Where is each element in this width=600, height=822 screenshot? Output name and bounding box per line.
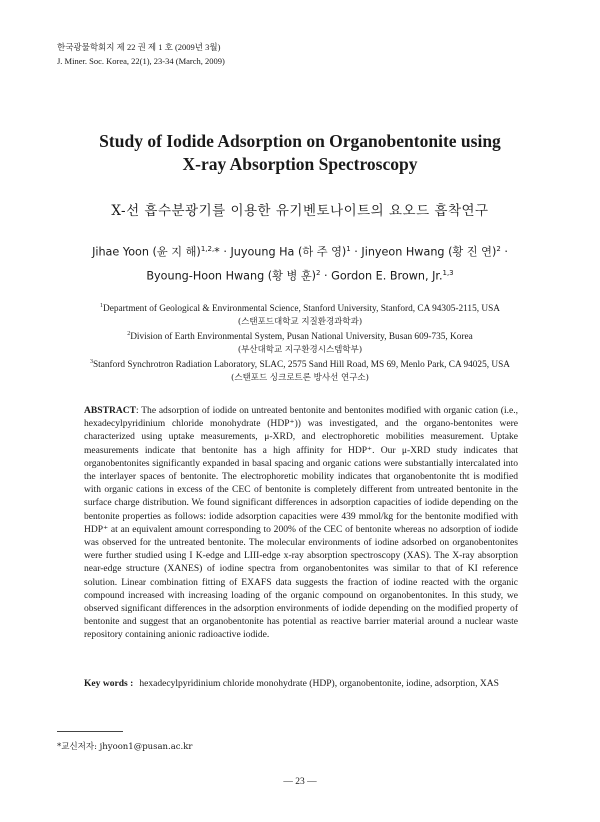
- author-separator: ·: [324, 269, 328, 283]
- affiliation-text: Stanford Synchrotron Radiation Laboratory, SLAC, 2575 Sand Hill Road, MS 69, Menlo Park, CA 94025, USA: [93, 360, 510, 371]
- korean-title: X-선 흡수분광기를 이용한 유기벤토나이트의 요오드 흡착연구: [111, 203, 489, 219]
- affiliation-3: [30, 356, 570, 372]
- author-name: Jinyeon Hwang (황 진 연): [361, 245, 497, 259]
- author-line-1: [30, 239, 570, 263]
- author-name: Byoung-Hoon Hwang (황 병 훈): [146, 269, 316, 283]
- paper-title-line-2: X-ray Absorption Spectroscopy: [182, 154, 418, 174]
- corresponding-author-marker: *: [214, 245, 220, 259]
- affiliations: [30, 300, 570, 384]
- keywords: [84, 677, 518, 690]
- keywords-text: hexadecylpyridinium chloride monohydrate (HDP), organobentonite, iodine, adsorption, XAS: [139, 678, 499, 689]
- affiliation-marker: 1: [100, 303, 104, 309]
- affiliation-1: [30, 300, 570, 316]
- corresponding-author-footnote: *교신저자: jhyoon1@pusan.ac.kr: [57, 742, 193, 752]
- paper-title-line-1: Study of Iodide Adsorption on Organobentonite using: [99, 131, 501, 151]
- author-name: Juyoung Ha (하 주 영): [230, 245, 347, 259]
- keywords-label: Key words :: [84, 678, 134, 689]
- footnote-rule: [57, 731, 123, 732]
- abstract-label: ABSTRACT: [84, 405, 136, 416]
- affiliation-2: [30, 328, 570, 344]
- paper-title: [40, 130, 560, 176]
- abstract: [84, 404, 518, 642]
- affiliation-text: Department of Geological & Environmental Science, Stanford University, Stanford, CA 94305-2115, USA: [103, 304, 500, 315]
- affiliation-marker: 2: [127, 331, 131, 338]
- page-number: — 23 —: [283, 777, 317, 787]
- author-list: [30, 239, 570, 286]
- author-affil-marker: 2: [496, 245, 501, 253]
- abstract-text: : The adsorption of iodide on untreated bentonite and bentonites modified with organic cation (i.e., hexadecylpyridinium chloride monohydrate (HDP⁺)) was investigated, and the organo-bentonites were characterized using uptake measurements, μ-XRD, and electrophoretic mobilities measurement. Uptake measurements indicate that bentonite has a high affinity for HDP⁺. Our μ-XRD study indicates that organobentonites significantly expanded in basal spacing and organic cations were substantially intercalated into the interlayer spaces of bentonite. The electrophoretic mobility indicates that organobentonite tht is modified with organic cations in excess of the CEC of bentonite is completely different from untreated bentonite in the surface charge distribution. We found significant differences in adsorption capacities of iodide depending on the bentonite properties as follows: iodide adsorption capacities were 439 mmol/kg for the bentonite modified with HDP⁺ at an equivalent amount corresponding to 200% of the CEC of bentonite whereas no adsorption of iodide was observed for the untreated bentonite. The molecular environments of iodine adsorbed on organobentonites were further studied using I K-edge and LIII-edge x-ray absorption spectroscopy (XAS). The X-ray absorption near-edge structure (XANES) of iodine spectra from organobentonites was similar to that of KI reference solution. Linear combination fitting of EXAFS data suggests the fraction of iodine reacted with the organic compound increased with increasing loading of the organic compound on organobentonites. In this study, we observed significant differences in the adsorption environments of iodide depending on the modified property of bentonite and suggest that an organobentonite has potential as reactive barrier material around a nuclear waste repository containing anionic radioactive iodide.: [84, 405, 518, 641]
- affiliation-1-korean: (스탠포드대학교 지질환경과학과): [237, 316, 363, 327]
- author-affil-marker: 1,3: [442, 268, 454, 277]
- affiliation-marker: 3: [90, 359, 94, 366]
- author-line-2: [30, 263, 570, 287]
- author-name: Gordon E. Brown, Jr.: [331, 269, 443, 283]
- author-separator: ·: [504, 245, 508, 259]
- running-head: [57, 40, 225, 68]
- author-separator: ·: [223, 245, 227, 259]
- author-name: Jihae Yoon (윤 지 해): [92, 245, 201, 259]
- author-affil-marker: 1,2,: [200, 245, 215, 253]
- journal-citation-korean: 한국광물학회지 제 22 권 제 1 호 (2009년 3월): [57, 42, 221, 52]
- journal-citation-english: J. Miner. Soc. Korea, 22(1), 23-34 (March, 2009): [57, 56, 225, 66]
- affiliation-2-korean: (부산대학교 지구환경시스템학부): [237, 344, 363, 355]
- affiliation-3-korean: (스탠포드 싱크로트론 방사선 연구소): [231, 372, 369, 383]
- author-separator: ·: [354, 245, 358, 259]
- affiliation-text: Division of Earth Environmental System, Pusan National University, Busan 609-735, Korea: [130, 332, 473, 343]
- author-affil-marker: 1: [346, 245, 351, 253]
- author-affil-marker: 2: [316, 268, 321, 277]
